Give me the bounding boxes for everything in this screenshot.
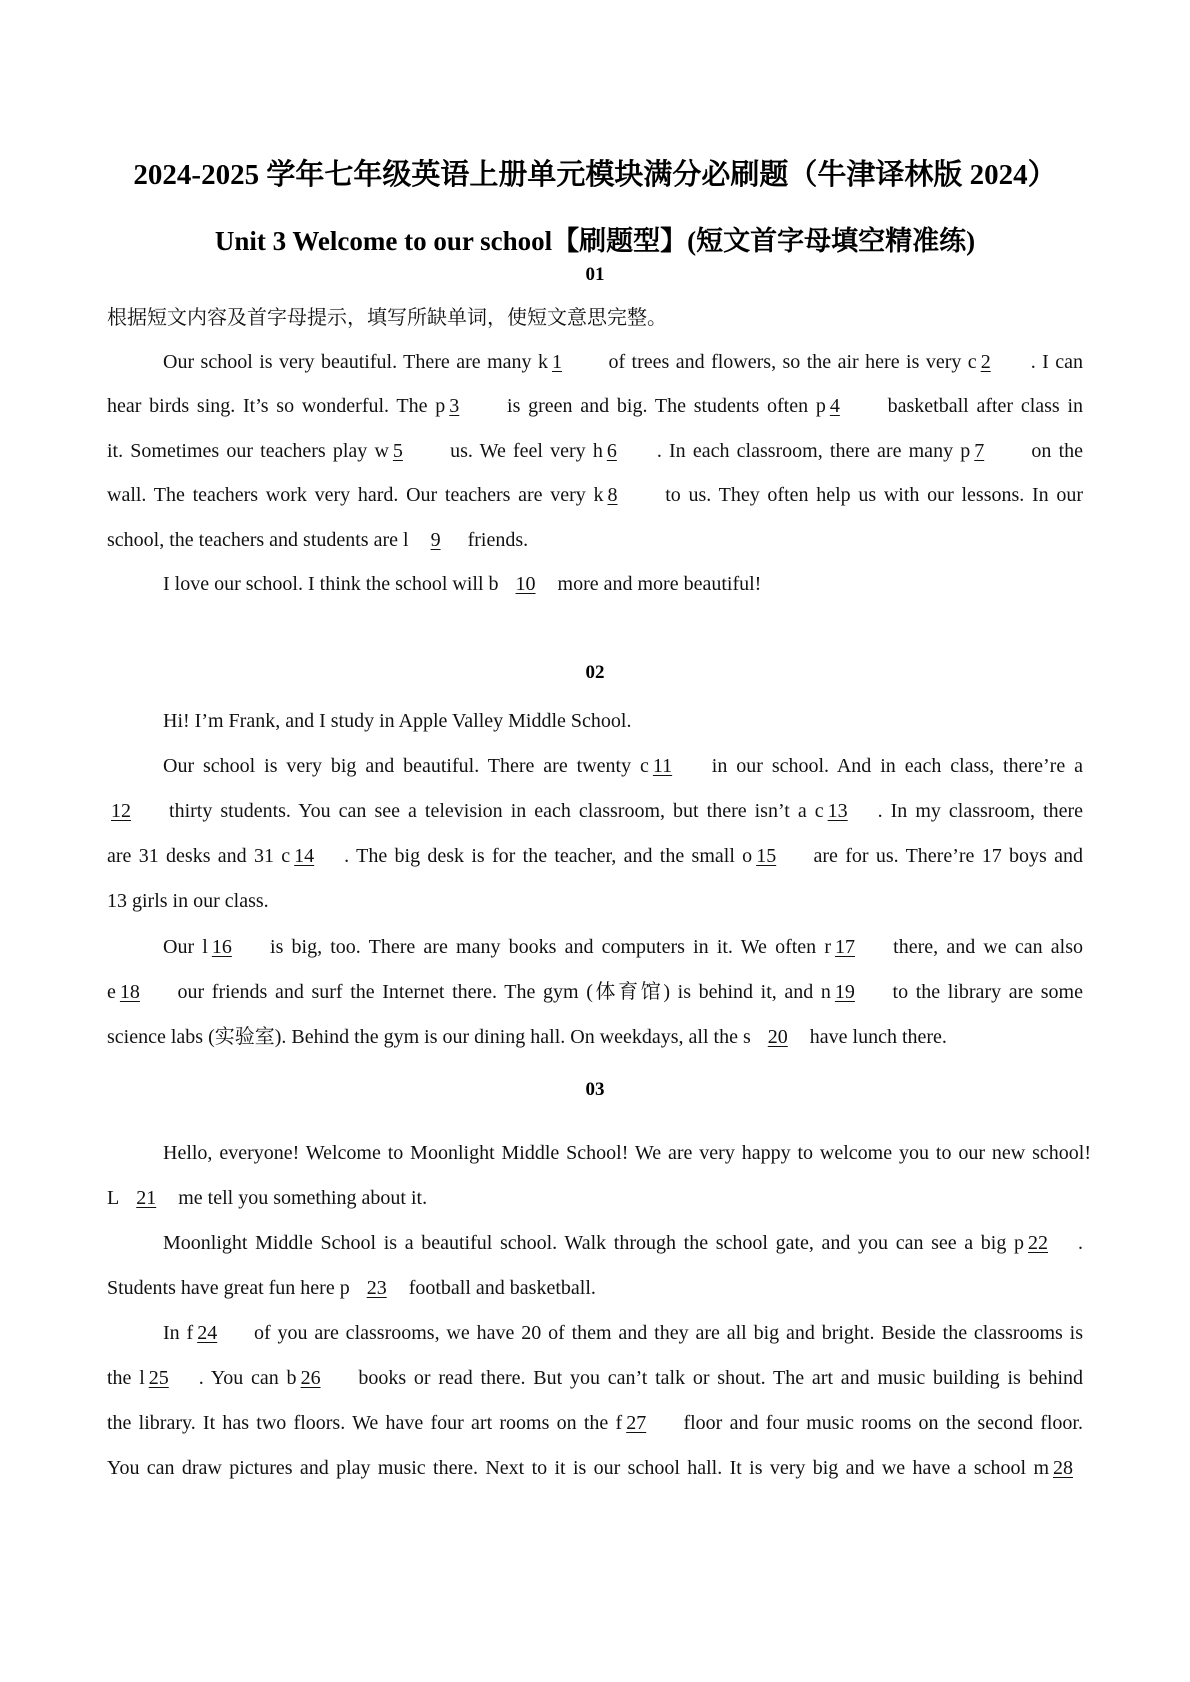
answer-blank[interactable]: 15 bbox=[756, 845, 777, 867]
section-label-03: 03 bbox=[585, 1079, 605, 1100]
answer-blank[interactable]: 12 bbox=[111, 800, 131, 822]
document-title: 2024-2025 学年七年级英语上册单元模块满分必刷题（牛津译林版 2024） bbox=[133, 159, 1057, 191]
answer-blank[interactable]: 27 bbox=[626, 1412, 647, 1434]
answer-blank[interactable]: 28 bbox=[1053, 1457, 1073, 1479]
passage-line: Hello, everyone! Welcome to Moonlight Middle School! We are very happy to welcome you to our new school! bbox=[163, 1142, 1091, 1164]
section-label-01: 01 bbox=[585, 264, 605, 285]
passage-line: 13 girls in our class. bbox=[107, 890, 269, 912]
answer-blank[interactable]: 16 bbox=[211, 936, 232, 958]
passage-line: Moonlight Middle School is a beautiful school. Walk through the school gate, and you can see a big p 22 . bbox=[163, 1232, 1083, 1254]
answer-blank[interactable]: 25 bbox=[148, 1367, 169, 1389]
answer-blank[interactable]: 9 bbox=[430, 529, 441, 551]
passage-line: 12 thirty students. You can see a television in each classroom, but there isn’t a c 13 . In my classroom, there bbox=[107, 798, 1083, 824]
answer-blank[interactable]: 3 bbox=[449, 395, 460, 417]
passage-line: Students have great fun here p 23 football and basketball. bbox=[107, 1277, 596, 1299]
passage-line: Hi! I’m Frank, and I study in Apple Valley Middle School. bbox=[163, 710, 632, 732]
passage-line: Our l 16 is big, too. There are many books and computers in it. We often r 17 there, and we can also bbox=[163, 936, 1083, 958]
answer-blank[interactable]: 18 bbox=[119, 981, 140, 1003]
answer-blank[interactable]: 26 bbox=[300, 1367, 321, 1389]
answer-blank[interactable]: 21 bbox=[136, 1187, 157, 1209]
answer-blank[interactable]: 7 bbox=[974, 440, 985, 462]
passage-line: In f 24 of you are classrooms, we have 20 of them and they are all big and bright. Beside the classrooms is bbox=[163, 1322, 1083, 1344]
answer-blank[interactable]: 17 bbox=[835, 936, 855, 958]
passage-line: Our school is very big and beautiful. There are twenty c 11 in our school. And in each class, there’re a bbox=[163, 755, 1083, 777]
passage-line: wall. The teachers work very hard. Our teachers are very k 8 to us. They often help us with our lessons. In our bbox=[107, 484, 1083, 506]
passage-line: hear birds sing. It’s so wonderful. The p 3 is green and big. The students often p 4 basketball after class in bbox=[107, 395, 1084, 417]
passage-line: are 31 desks and 31 c 14 . The big desk is for the teacher, and the small o 15 are for us. There’re 17 boys and bbox=[107, 845, 1083, 867]
answer-blank[interactable]: 13 bbox=[827, 800, 848, 822]
document-subtitle: Unit 3 Welcome to our school【刷题型】(短文首字母填空精准练) bbox=[214, 226, 976, 256]
answer-blank[interactable]: 10 bbox=[515, 573, 536, 595]
answer-blank[interactable]: 11 bbox=[652, 755, 673, 777]
answer-blank[interactable]: 22 bbox=[1028, 1232, 1048, 1254]
instruction-text: 根据短文内容及首字母提示，填写所缺单词，使短文意思完整。 bbox=[107, 307, 667, 329]
answer-blank[interactable]: 20 bbox=[767, 1026, 788, 1048]
passage-line: You can draw pictures and play music there. Next to it is our school hall. It is very big and we have a school m 28 bbox=[107, 1455, 1083, 1481]
passage-line: Our school is very beautiful. There are many k 1 of trees and flowers, so the air here is very c 2 . I can bbox=[163, 351, 1083, 373]
passage-line: the library. It has two floors. We have four art rooms on the f 27 floor and four music rooms on the second floor. bbox=[107, 1412, 1083, 1434]
passage-line: L 21 me tell you something about it. bbox=[107, 1187, 428, 1209]
answer-blank[interactable]: 6 bbox=[606, 440, 617, 462]
answer-blank[interactable]: 8 bbox=[607, 484, 618, 506]
answer-blank[interactable]: 24 bbox=[197, 1322, 218, 1344]
passage-line: e 18 our friends and surf the Internet there. The gym (体育馆) is behind it, and n 19 to the library are some bbox=[107, 981, 1083, 1003]
answer-blank[interactable]: 2 bbox=[980, 351, 991, 373]
passage-line: science labs (实验室). Behind the gym is our dining hall. On weekdays, all the s 20 have lunch there. bbox=[107, 1026, 947, 1048]
answer-blank[interactable]: 19 bbox=[834, 981, 855, 1003]
answer-blank[interactable]: 4 bbox=[829, 395, 840, 417]
answer-blank[interactable]: 1 bbox=[552, 351, 562, 373]
answer-blank[interactable]: 23 bbox=[366, 1277, 387, 1299]
section-label-02: 02 bbox=[585, 662, 605, 683]
answer-blank[interactable]: 14 bbox=[294, 845, 315, 867]
passage-line: the l 25 . You can b 26 books or read there. But you can’t talk or shout. The art and music building is behind bbox=[107, 1367, 1083, 1389]
answer-blank[interactable]: 5 bbox=[392, 440, 403, 462]
passage-line: school, the teachers and students are l 9 friends. bbox=[107, 529, 529, 551]
passage-line: I love our school. I think the school will b 10 more and more beautiful! bbox=[163, 573, 762, 595]
passage-line: it. Sometimes our teachers play w 5 us. We feel very h 6 . In each classroom, there are many p 7 on the bbox=[107, 440, 1084, 462]
